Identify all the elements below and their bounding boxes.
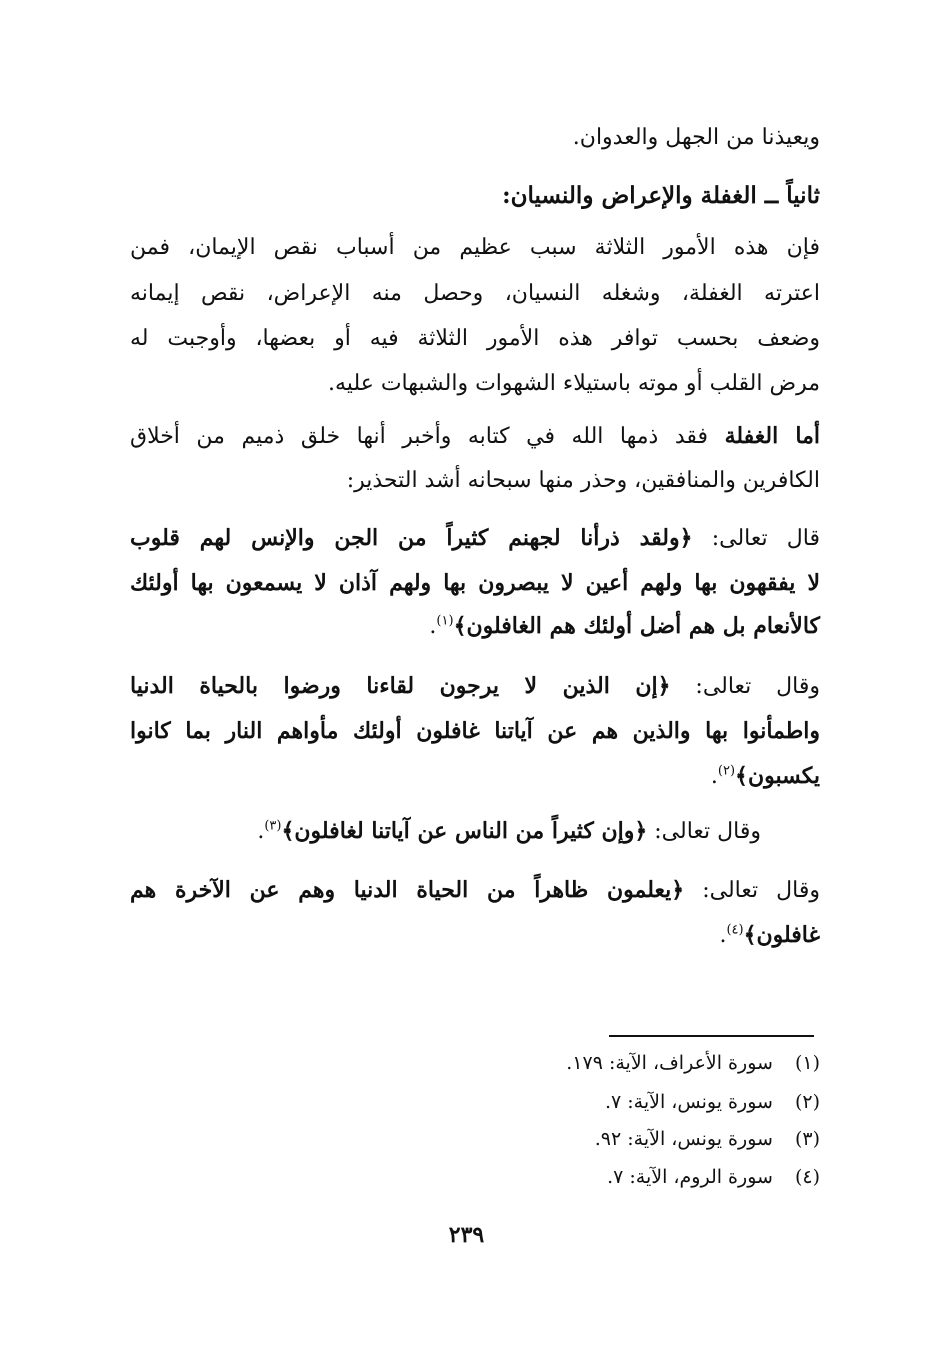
paragraph-1-line-3 bbox=[130, 326, 820, 352]
text: ويعيذنا من الجهل والعدوان. bbox=[572, 125, 820, 150]
footnote-number: (١) bbox=[794, 1052, 820, 1074]
footnote-text: سورة الروم، الآية: ٧. bbox=[607, 1166, 773, 1188]
section-heading bbox=[502, 182, 820, 210]
period: . bbox=[429, 614, 437, 639]
text: فقد ذمها الله في كتابه وأخبر أنها خلق ذميم من أخلاق bbox=[130, 424, 725, 449]
quote-2-line-2 bbox=[130, 718, 820, 744]
text-line-1 bbox=[573, 125, 820, 151]
footnote-number: (٤) bbox=[794, 1166, 820, 1188]
page-number: ٢٣٩ bbox=[448, 1222, 485, 1248]
footnote-text: سورة الأعراف، الآية: ١٧٩. bbox=[566, 1052, 773, 1074]
text: وضعف بحسب توافر هذه الأمور الثلاثة فيه أو بعضها، وأوجبت له bbox=[130, 326, 820, 351]
quote-4-line-1 bbox=[130, 877, 820, 904]
quote-1-line-1 bbox=[130, 525, 820, 552]
text: الكافرين والمنافقين، وحذر منها سبحانه أشد التحذير: bbox=[346, 468, 820, 493]
paragraph-2-line-2 bbox=[347, 468, 820, 494]
quran-text: ﴿ولقد ذرأنا لجهنم كثيراً من الجن والإنس لهم قلوب bbox=[130, 525, 693, 551]
text: اعترته الغفلة، وشغله النسيان، وحصل منه الإعراض، نقص إيمانه bbox=[130, 281, 820, 306]
paragraph-1-line-1 bbox=[130, 235, 820, 261]
footnote-text: سورة يونس، الآية: ٩٢. bbox=[594, 1128, 773, 1150]
quote-intro: وقال تعالى: bbox=[670, 674, 820, 699]
footnote-number: (٢) bbox=[794, 1091, 820, 1113]
paragraph-2-line-1 bbox=[130, 423, 820, 450]
quote-1-line-2 bbox=[130, 570, 820, 596]
quran-text: غافلون﴾ bbox=[743, 922, 820, 948]
text: فإن هذه الأمور الثلاثة سبب عظيم من أسباب نقص الإيمان، فمن bbox=[130, 235, 820, 260]
footnote-3 bbox=[595, 1128, 820, 1150]
quran-text: لا يفقهون بها ولهم أعين لا يبصرون بها ولهم آذان لا يسمعون بها أولئك bbox=[130, 570, 820, 596]
footnote-1 bbox=[566, 1052, 820, 1074]
quote-intro: وقال تعالى: bbox=[684, 878, 820, 903]
footnote-4 bbox=[607, 1166, 820, 1188]
quran-text: يكسبون﴾ bbox=[735, 763, 820, 789]
paragraph-1-line-2 bbox=[130, 281, 820, 307]
footnote-ref: (١) bbox=[436, 613, 454, 629]
quran-text: واطمأنوا بها والذين هم عن آياتنا غافلون أولئك مأواهم النار بما كانوا bbox=[130, 718, 820, 744]
quote-1-line-3 bbox=[429, 613, 820, 640]
period: . bbox=[257, 819, 265, 844]
footnote-ref: (٤) bbox=[726, 922, 744, 938]
quote-3-line-1 bbox=[257, 818, 761, 845]
footnote-number: (٣) bbox=[794, 1128, 820, 1150]
footnote-ref: (٣) bbox=[264, 818, 282, 834]
period: . bbox=[719, 923, 727, 948]
quote-intro: قال تعالى: bbox=[692, 526, 820, 551]
quran-text: ﴿إن الذين لا يرجون لقاءنا ورضوا بالحياة الدنيا bbox=[130, 673, 671, 699]
quran-text: ﴿وإن كثيراً من الناس عن آياتنا لغافلون﴾ bbox=[281, 818, 648, 844]
footnote-ref: (٢) bbox=[717, 763, 736, 779]
paragraph-1-line-4 bbox=[328, 371, 820, 397]
heading-text: ثانياً ــ الغفلة والإعراض والنسيان: bbox=[502, 182, 820, 209]
quote-2-line-1 bbox=[130, 673, 820, 700]
bold-term: أما الغفلة bbox=[724, 423, 820, 449]
quote-2-line-3 bbox=[711, 763, 820, 790]
quote-4-line-2 bbox=[719, 922, 820, 949]
quran-text: كالأنعام بل هم أضل أولئك هم الغافلون﴾ bbox=[453, 613, 820, 639]
period: . bbox=[710, 764, 718, 789]
quote-intro: وقال تعالى: bbox=[647, 819, 761, 844]
footnote-2 bbox=[605, 1091, 820, 1113]
footnote-separator bbox=[609, 1035, 814, 1037]
quran-text: ﴿يعلمون ظاهراً من الحياة الدنيا وهم عن الآخرة هم bbox=[130, 877, 685, 903]
footnote-text: سورة يونس، الآية: ٧. bbox=[604, 1091, 773, 1113]
text: مرض القلب أو موته باستيلاء الشهوات والشبهات عليه. bbox=[328, 371, 820, 396]
